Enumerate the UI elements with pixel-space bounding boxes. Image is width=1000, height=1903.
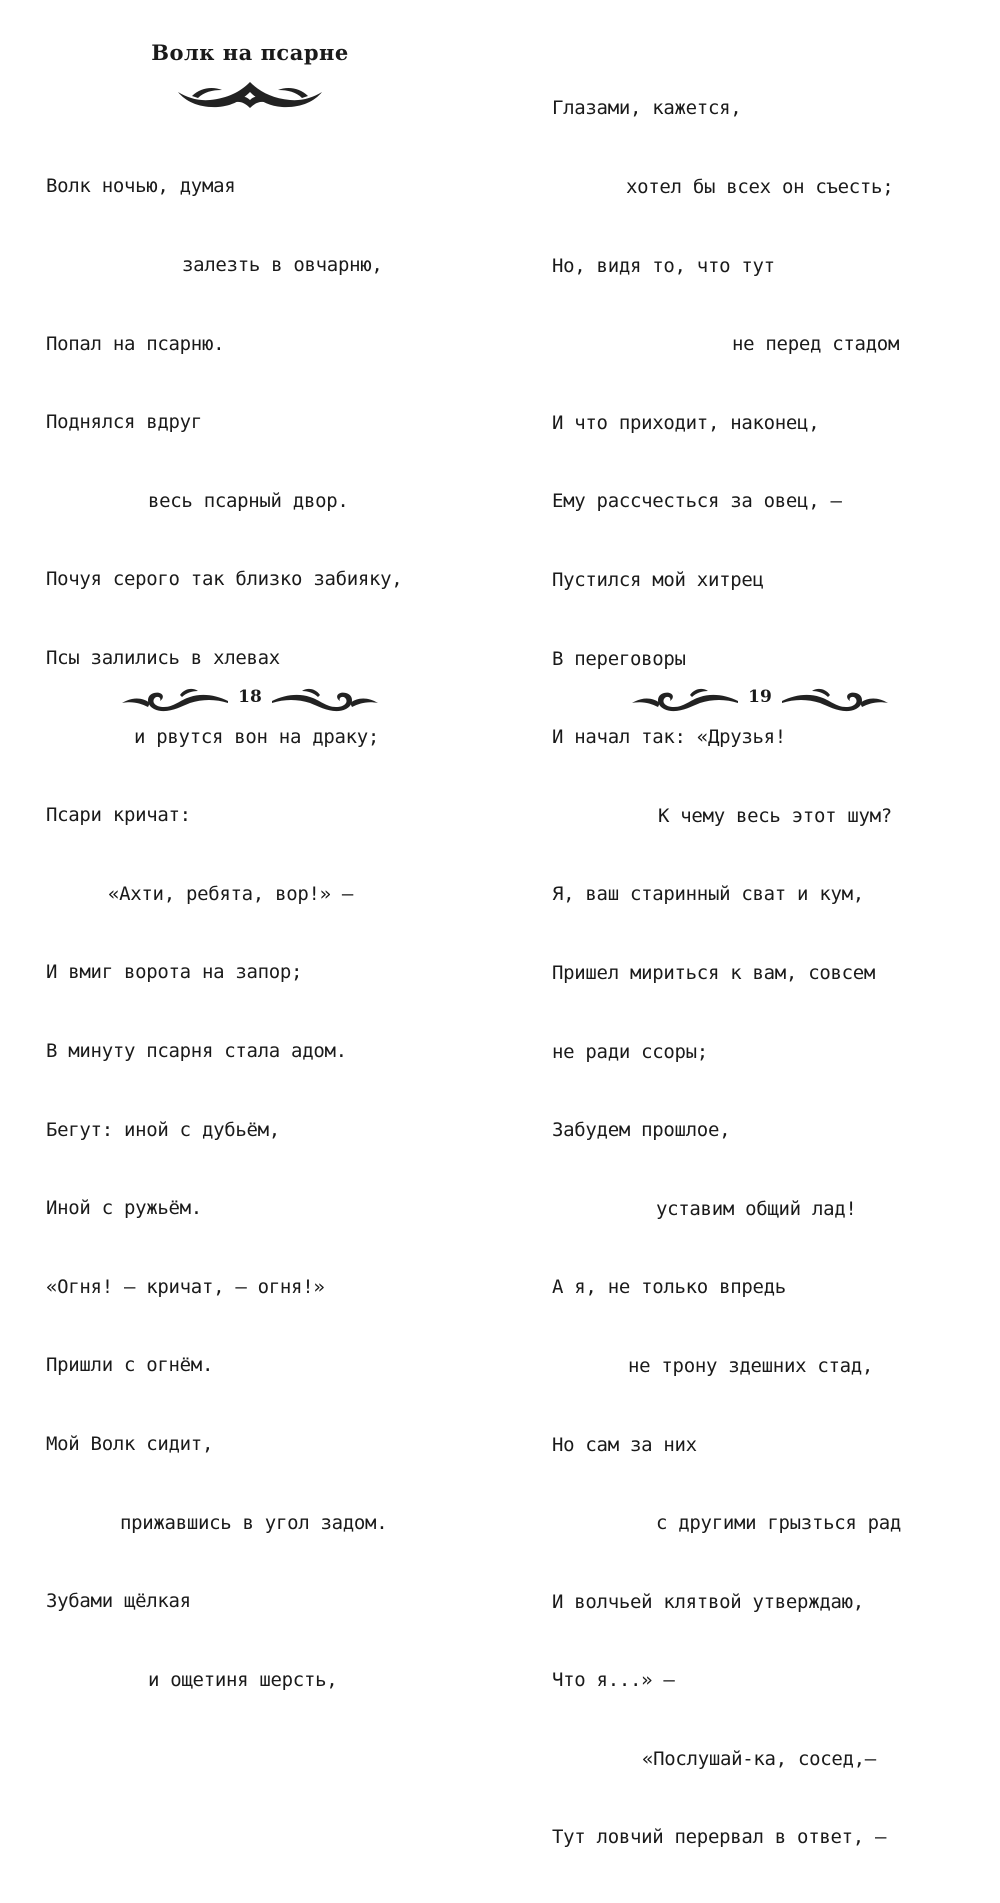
verse-line: Что я...» — [552, 1669, 675, 1692]
verse-line: Я, ваш старинный сват и кум, [552, 883, 864, 906]
verse-line: Пришли с огнём. [46, 1354, 214, 1377]
poem-title: Волк на псарне [151, 40, 349, 65]
verse-line: не трону здешних стад, [628, 1354, 874, 1377]
verse-line: К чему весь этот шум? [658, 804, 892, 827]
verse-line: Поднялся вдруг [46, 411, 202, 434]
verse-line: с другими грызться рад [656, 1512, 902, 1535]
verse-line: весь псарный двор. [148, 489, 349, 512]
verse-line: Но, видя то, что тут [552, 254, 775, 277]
flourish-ornament-icon [170, 78, 330, 112]
verse-line: И начал так: «Друзья! [552, 726, 786, 749]
verse-line: уставим общий лад! [656, 1197, 857, 1220]
verse-line: А я, не только впредь [552, 1276, 786, 1299]
verse-right [552, 43, 901, 1903]
scroll-ornament-icon [630, 685, 740, 715]
verse-line: Псы залились в хлевах [46, 646, 280, 669]
verse-line: и ощетиня шерсть, [148, 1668, 338, 1691]
verse-line: залезть в овчарню, [182, 254, 383, 276]
verse-line: Псари кричат: [46, 804, 191, 827]
verse-line: В переговоры [552, 647, 686, 670]
verse-left [46, 121, 402, 1745]
verse-line: И вмиг ворота на запор; [46, 961, 303, 984]
left-page [0, 0, 500, 1691]
verse-line: и рвутся вон на драку; [134, 725, 380, 748]
verse-line: Зубами щёлкая [46, 1590, 191, 1613]
verse-line: Забудем прошлое, [552, 1119, 731, 1142]
scroll-ornament-icon [780, 685, 890, 715]
verse-line: И волчьей клятвой утверждаю, [552, 1590, 864, 1613]
verse-line: Глазами, кажется, [552, 97, 742, 120]
verse-line: Тут ловчий перервал в ответ, — [552, 1826, 887, 1849]
verse-line: хотел бы всех он съесть; [626, 176, 894, 198]
verse-line: «Ахти, ребята, вор!» — [108, 882, 354, 905]
verse-line: Но сам за них [552, 1433, 697, 1456]
right-page [500, 0, 1000, 1849]
page-footer [120, 683, 380, 717]
verse-line: не ради ссоры; [552, 1040, 708, 1063]
scroll-ornament-icon [270, 685, 380, 715]
verse-line: Почуя серого так близко забияку, [46, 568, 403, 591]
verse-line: «Огня! — кричат, — огня!» [46, 1275, 325, 1298]
verse-line: Пришел мириться к вам, совсем [552, 961, 876, 984]
verse-line: прижавшись в угол задом. [120, 1511, 388, 1534]
verse-line: В минуту псарня стала адом. [46, 1039, 347, 1062]
scroll-ornament-icon [120, 685, 230, 715]
verse-line: И что приходит, наконец, [552, 411, 820, 434]
verse-line: Ему рассчесться за овец, — [552, 490, 842, 513]
verse-line: не перед стадом [732, 333, 900, 356]
verse-line: Пустился мой хитрец [552, 568, 764, 591]
page-footer [630, 683, 890, 717]
verse-line: Иной с ружьём. [46, 1197, 202, 1220]
verse-line: Бегут: иной с дубьём, [46, 1118, 280, 1141]
page-number: 18 [238, 687, 262, 707]
verse-line: Мой Волк сидит, [46, 1432, 214, 1455]
page-number: 19 [748, 687, 772, 707]
verse-line: Попал на псарню. [46, 332, 225, 355]
verse-line: «Послушай-ка, сосед,— [642, 1747, 876, 1770]
verse-line: Волк ночью, думая [46, 175, 236, 198]
